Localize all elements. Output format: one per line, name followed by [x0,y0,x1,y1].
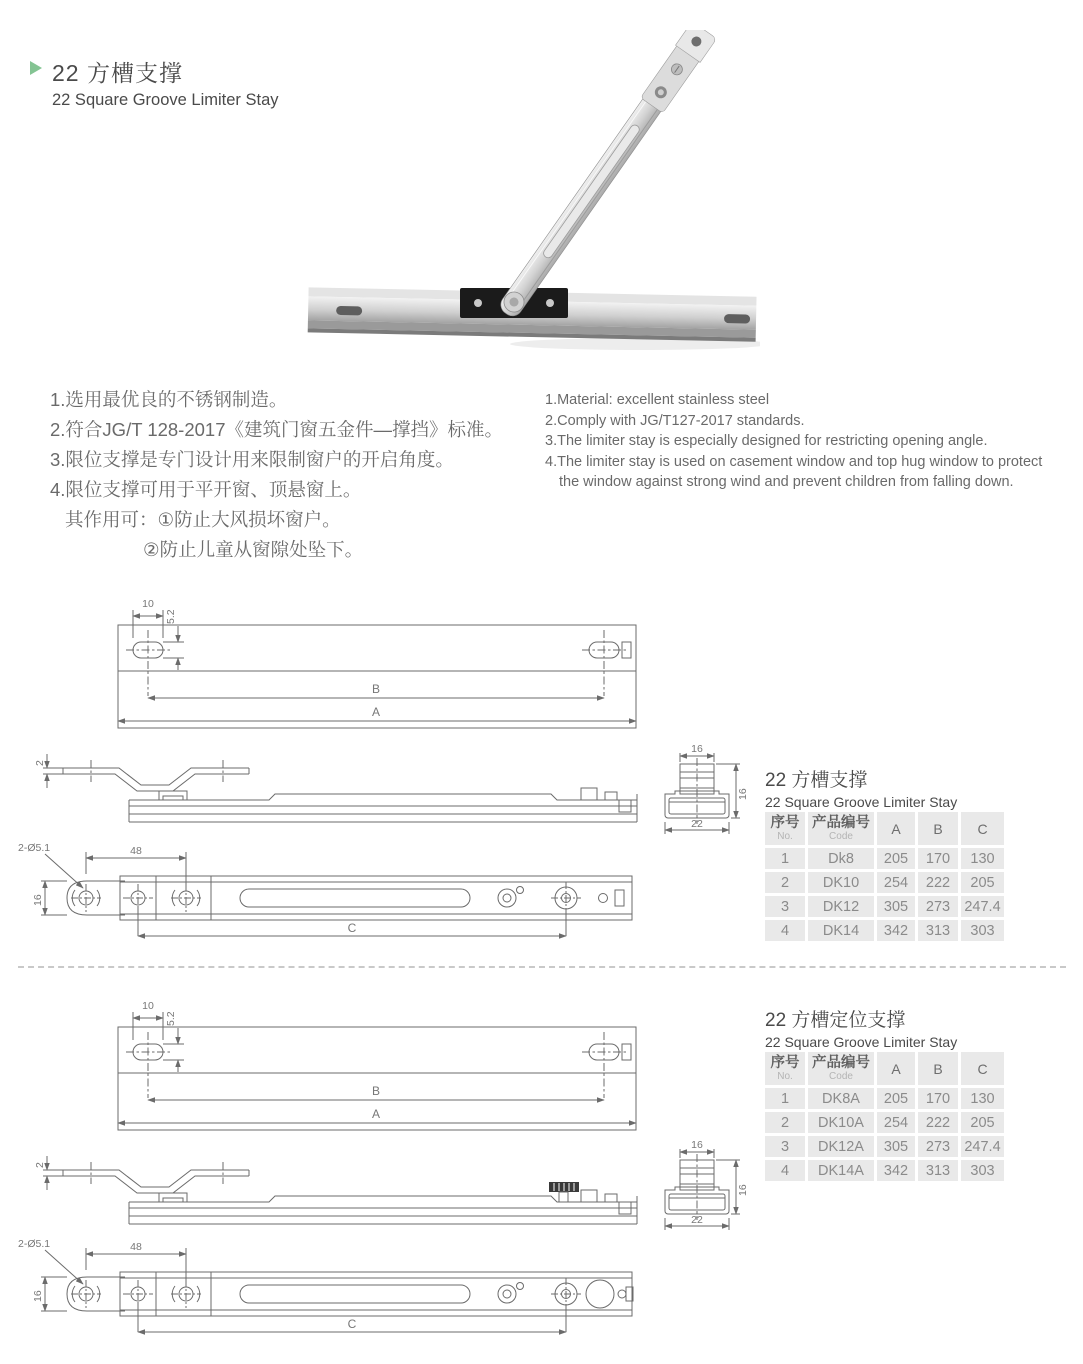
table-cell: 205 [961,872,1004,893]
col-header-code-en: Code [829,1071,853,1082]
feature-item: 2.Comply with JG/T127-2017 standards. [545,412,805,429]
table-cell: 313 [918,1160,958,1181]
table-cell: 303 [961,1160,1004,1181]
col-header-code-zh: 产品编号 [812,815,870,831]
col-header-b: B [918,1052,958,1085]
table-cell: 273 [918,896,958,917]
col-header-a: A [877,812,915,845]
table-cell: 2 [765,1112,805,1133]
table-cell: DK14A [808,1160,874,1181]
section-divider [18,966,1066,968]
table-cell: 4 [765,1160,805,1181]
drawing-bottom-view-1 [15,836,650,946]
table-cell: 205 [877,1088,915,1109]
spec-block-2 [765,1005,957,1050]
table-cell: 205 [877,848,915,869]
col-header-no-en: No. [777,1071,793,1082]
page-title: 22 方槽支撑 [52,60,183,86]
table-cell: 130 [961,1088,1004,1109]
spec-title-en: 22 Square Groove Limiter Stay [765,1034,958,1050]
table-cell: 1 [765,1088,805,1109]
feature-item: 1.选用最优良的不锈钢制造。 [50,389,288,410]
drawing-cross-section-1 [652,742,752,838]
drawing-side-view-1 [33,744,643,834]
page-subtitle: 22 Square Groove Limiter Stay [52,91,279,109]
col-header-no [765,812,805,845]
col-header-code-zh: 产品编号 [812,1055,870,1071]
col-header-no [765,1052,805,1085]
col-header-no-zh: 序号 [770,815,800,831]
table-cell: 273 [918,1136,958,1157]
table-cell: DK8A [808,1088,874,1109]
table-cell: 254 [877,1112,915,1133]
feature-item: ②防止儿童从窗隙处坠下。 [143,539,364,560]
col-header-c: C [961,1052,1004,1085]
col-header-b: B [918,812,958,845]
feature-list-en [545,390,1060,493]
table-cell: 2 [765,872,805,893]
table-cell: 254 [877,872,915,893]
drawing-top-view-2 [60,998,645,1138]
table-cell: 305 [877,1136,915,1157]
feature-list-zh [50,385,503,565]
table-cell: 342 [877,1160,915,1181]
table-cell: 222 [918,872,958,893]
table-cell: 170 [918,1088,958,1109]
table-cell: DK14 [808,920,874,941]
feature-item: 3.The limiter stay is especially designed for restricting opening angle. [545,433,988,449]
feature-item: 4.The limiter stay is used on casement window and top hug window to protect the window against strong wind and prevent children from falling down. [545,453,1043,490]
table-cell: 3 [765,1136,805,1157]
table-cell: DK10A [808,1112,874,1133]
spec-table-1 [765,812,1004,941]
table-cell: 3 [765,896,805,917]
table-cell: 130 [961,848,1004,869]
drawing-top-view-1 [60,596,645,736]
col-header-code [808,812,874,845]
table-cell: 1 [765,848,805,869]
table-cell: DK12 [808,896,874,917]
col-header-no-zh: 序号 [770,1055,800,1071]
product-photo [300,30,760,360]
table-cell: DK10 [808,872,874,893]
feature-item: 3.限位支撑是专门设计用来限制窗户的开启角度。 [50,449,454,470]
feature-item: 其作用可：①防止大风损坏窗户。 [65,509,341,530]
drawing-cross-section-2 [652,1138,752,1234]
feature-item: 4.限位支撑可用于平开窗、顶悬窗上。 [50,479,362,500]
table-cell: 205 [961,1112,1004,1133]
table-cell: 222 [918,1112,958,1133]
spec-title-zh: 22 方槽支撑 [765,770,868,791]
drawing-bottom-view-2 [15,1232,650,1342]
col-header-a: A [877,1052,915,1085]
table-cell: 305 [877,896,915,917]
spec-title-zh: 22 方槽定位支撑 [765,1010,906,1031]
table-cell: 313 [918,920,958,941]
spec-title-en: 22 Square Groove Limiter Stay [765,794,958,810]
table-cell: 342 [877,920,915,941]
table-cell: 247.4 [961,896,1004,917]
bullet-triangle-icon [30,61,42,75]
spec-block-1 [765,765,957,810]
feature-item: 1.Material: excellent stainless steel [545,392,770,408]
spec-table-2 [765,1052,1004,1181]
table-cell: DK12A [808,1136,874,1157]
feature-item: 2.符合JG/T 128-2017《建筑门窗五金件—撑挡》标准。 [50,419,503,440]
col-header-no-en: No. [777,831,793,842]
page-header [30,55,279,110]
col-header-code-en: Code [829,831,853,842]
drawing-side-view-2 [33,1146,643,1236]
table-cell: 247.4 [961,1136,1004,1157]
table-cell: 4 [765,920,805,941]
table-cell: Dk8 [808,848,874,869]
col-header-code [808,1052,874,1085]
table-cell: 170 [918,848,958,869]
table-cell: 303 [961,920,1004,941]
col-header-c: C [961,812,1004,845]
